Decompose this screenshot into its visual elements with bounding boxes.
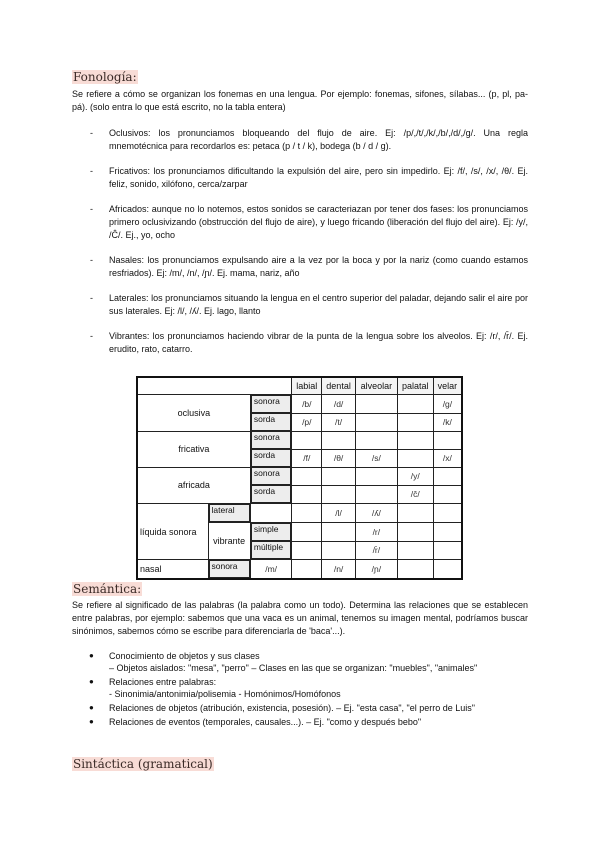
table-cell	[292, 541, 322, 560]
table-cell	[433, 485, 462, 504]
row-group-nasal: nasal	[137, 560, 208, 580]
table-cell: /θ/	[322, 449, 356, 467]
semantica-intro: Se refiere al significado de las palabras (la palabra como un todo). Determina las relaciones que se establecen entre palabras, por ejemplo: sabemos que una vaca es un animal, tenemos su imagen mental, podríamos buscar sinónimos, sabemos cómo se escribe para diferenciarla de 'baca'...).	[72, 600, 528, 636]
table-cell	[292, 523, 322, 542]
row-simple: simple	[251, 523, 292, 541]
table-cell: /r/	[355, 523, 397, 542]
row-lateral: lateral	[209, 504, 250, 522]
table-cell	[433, 523, 462, 542]
row-sonora: sonora	[251, 467, 292, 485]
list-item: - Laterales: los pronunciamos situando la lengua en el centro superior del paladar, dejando salir el aire por sus laterales. Ej: /l/, /ʎ/. Ej. lago, llanto	[72, 292, 528, 318]
row-sorda: sorda	[251, 485, 292, 503]
table-cell	[397, 541, 433, 560]
row-sorda: sorda	[251, 449, 292, 467]
table-cell	[433, 541, 462, 560]
fonologia-intro: Se refiere a cómo se organizan los fonemas en una lengua. Por ejemplo: fonemas, sifones, sílabas... (p, pl, pa-pá). (solo entra lo que está escrito, no la tabla entera)	[72, 89, 528, 112]
table-cell	[292, 504, 322, 523]
table-cell: /d/	[322, 395, 356, 414]
table-cell	[397, 431, 433, 449]
table-cell	[433, 431, 462, 449]
table-cell	[292, 485, 322, 504]
table-cell	[322, 485, 356, 504]
table-cell	[322, 523, 356, 542]
table-cell	[397, 413, 433, 431]
table-cell	[292, 431, 322, 449]
col-header-alveolar: alveolar	[355, 377, 397, 395]
table-cell: /ĉ/	[397, 485, 433, 504]
list-item: - Vibrantes: los pronunciamos haciendo vibrar de la punta de la lengua sobre los alveolos. Ej: /r/, /r̄/. Ej. erudito, rato, catarro.	[72, 330, 528, 356]
list-item	[72, 650, 528, 674]
list-item: - Nasales: los pronunciamos expulsando aire a la vez por la boca y por la nariz (como cuando estamos resfriados). Ej: /m/, /n/, /ɲ/. Ej. mama, nariz, año	[72, 254, 528, 280]
list-item	[72, 716, 528, 728]
list-item-title: ● Relaciones de eventos (temporales, causales...). – Ej. "como y después bebo"	[109, 717, 422, 727]
table-cell: /ʎ/	[355, 504, 397, 523]
list-item: - Oclusivos: los pronunciamos bloqueando del flujo de aire. Ej: /p/,/t/,/k/,/b/,/d/,/g/. Una regla mnemotécnica para recordarlos es: petaca (p / t / k), bodega (b / d / g).	[72, 127, 528, 153]
table-cell: /b/	[292, 395, 322, 414]
phoneme-table	[136, 376, 463, 580]
list-item-title: ● Conocimiento de objetos y sus clases	[109, 651, 260, 661]
table-cell: /p/	[292, 413, 322, 431]
row-multiple: múltiple	[251, 541, 292, 559]
table-cell: /n/	[322, 560, 356, 580]
table-cell	[397, 449, 433, 467]
table-cell	[355, 431, 397, 449]
table-cell: /g/	[433, 395, 462, 414]
table-cell: /f/	[292, 449, 322, 467]
col-header-labial: labial	[292, 377, 322, 395]
col-header-velar: velar	[433, 377, 462, 395]
row-group-oclusiva: oclusiva	[137, 395, 250, 432]
row-sonora: sonora	[209, 560, 250, 578]
table-cell	[397, 504, 433, 523]
table-cell	[355, 467, 397, 485]
row-sonora: sonora	[251, 431, 292, 449]
table-cell	[397, 560, 433, 580]
list-item: - Africados: aunque no lo notemos, estos sonidos se caracteriazan por tener dos fases: los pronunciamos primero oclusivizando (obstrucción del flujo de aire), y luego fricando (liberación del flujo del aire). Ej: /y/, /Ĉ/. Ej., yo, ocho	[72, 203, 528, 242]
table-cell	[397, 395, 433, 414]
table-cell	[322, 541, 356, 560]
list-item-title: ● Relaciones de objetos (atribución, existencia, posesión). – Ej. "esta casa", "el perro de Luis"	[109, 703, 475, 713]
table-cell	[322, 467, 356, 485]
row-sorda: sorda	[251, 413, 292, 431]
table-cell	[355, 395, 397, 414]
table-cell: /t/	[322, 413, 356, 431]
table-cell: /s/	[355, 449, 397, 467]
table-cell: /x/	[433, 449, 462, 467]
row-group-liquida: líquida sonora	[137, 504, 208, 560]
row-sonora: sonora	[251, 395, 292, 413]
row-group-vibrante: vibrante	[208, 523, 250, 560]
table-cell	[292, 467, 322, 485]
sintactica-heading: Sintáctica (gramatical)	[73, 757, 213, 771]
table-cell	[433, 467, 462, 485]
list-item	[72, 676, 528, 700]
table-cell: /m/	[250, 560, 292, 580]
table-cell	[355, 413, 397, 431]
table-cell: /l/	[322, 504, 356, 523]
table-cell: /r̄/	[355, 541, 397, 560]
table-cell	[355, 485, 397, 504]
table-cell: /ɲ/	[355, 560, 397, 580]
list-item: - Fricativos: los pronunciamos dificultando la expulsión del aire, pero sin impedirlo. Ej: /f/, /s/, /x/, /θ/. Ej. feliz, sonido, xilófono, cerca/zarpar	[72, 165, 528, 191]
row-group-africada: africada	[137, 467, 250, 504]
semantica-list	[72, 650, 528, 728]
table-corner	[137, 377, 292, 395]
col-header-dental: dental	[322, 377, 356, 395]
semantica-heading: Semántica:	[73, 582, 142, 596]
row-group-fricativa: fricativa	[137, 431, 250, 467]
list-item-detail: - Sinonimia/antonimia/polisemia - Homónimos/Homófonos	[109, 689, 341, 699]
table-cell	[292, 560, 322, 580]
table-cell	[250, 504, 292, 523]
col-header-palatal: palatal	[397, 377, 433, 395]
table-cell	[397, 523, 433, 542]
table-cell: /y/	[397, 467, 433, 485]
list-item	[72, 702, 528, 714]
list-item-title: ● Relaciones entre palabras:	[109, 677, 217, 687]
table-cell: /k/	[433, 413, 462, 431]
fonologia-list	[72, 127, 528, 356]
fonologia-heading: Fonología:	[73, 70, 137, 84]
list-item-detail: – Objetos aislados: "mesa", "perro" – Clases en las que se organizan: "muebles", "animales"	[109, 663, 478, 673]
table-cell	[322, 431, 356, 449]
